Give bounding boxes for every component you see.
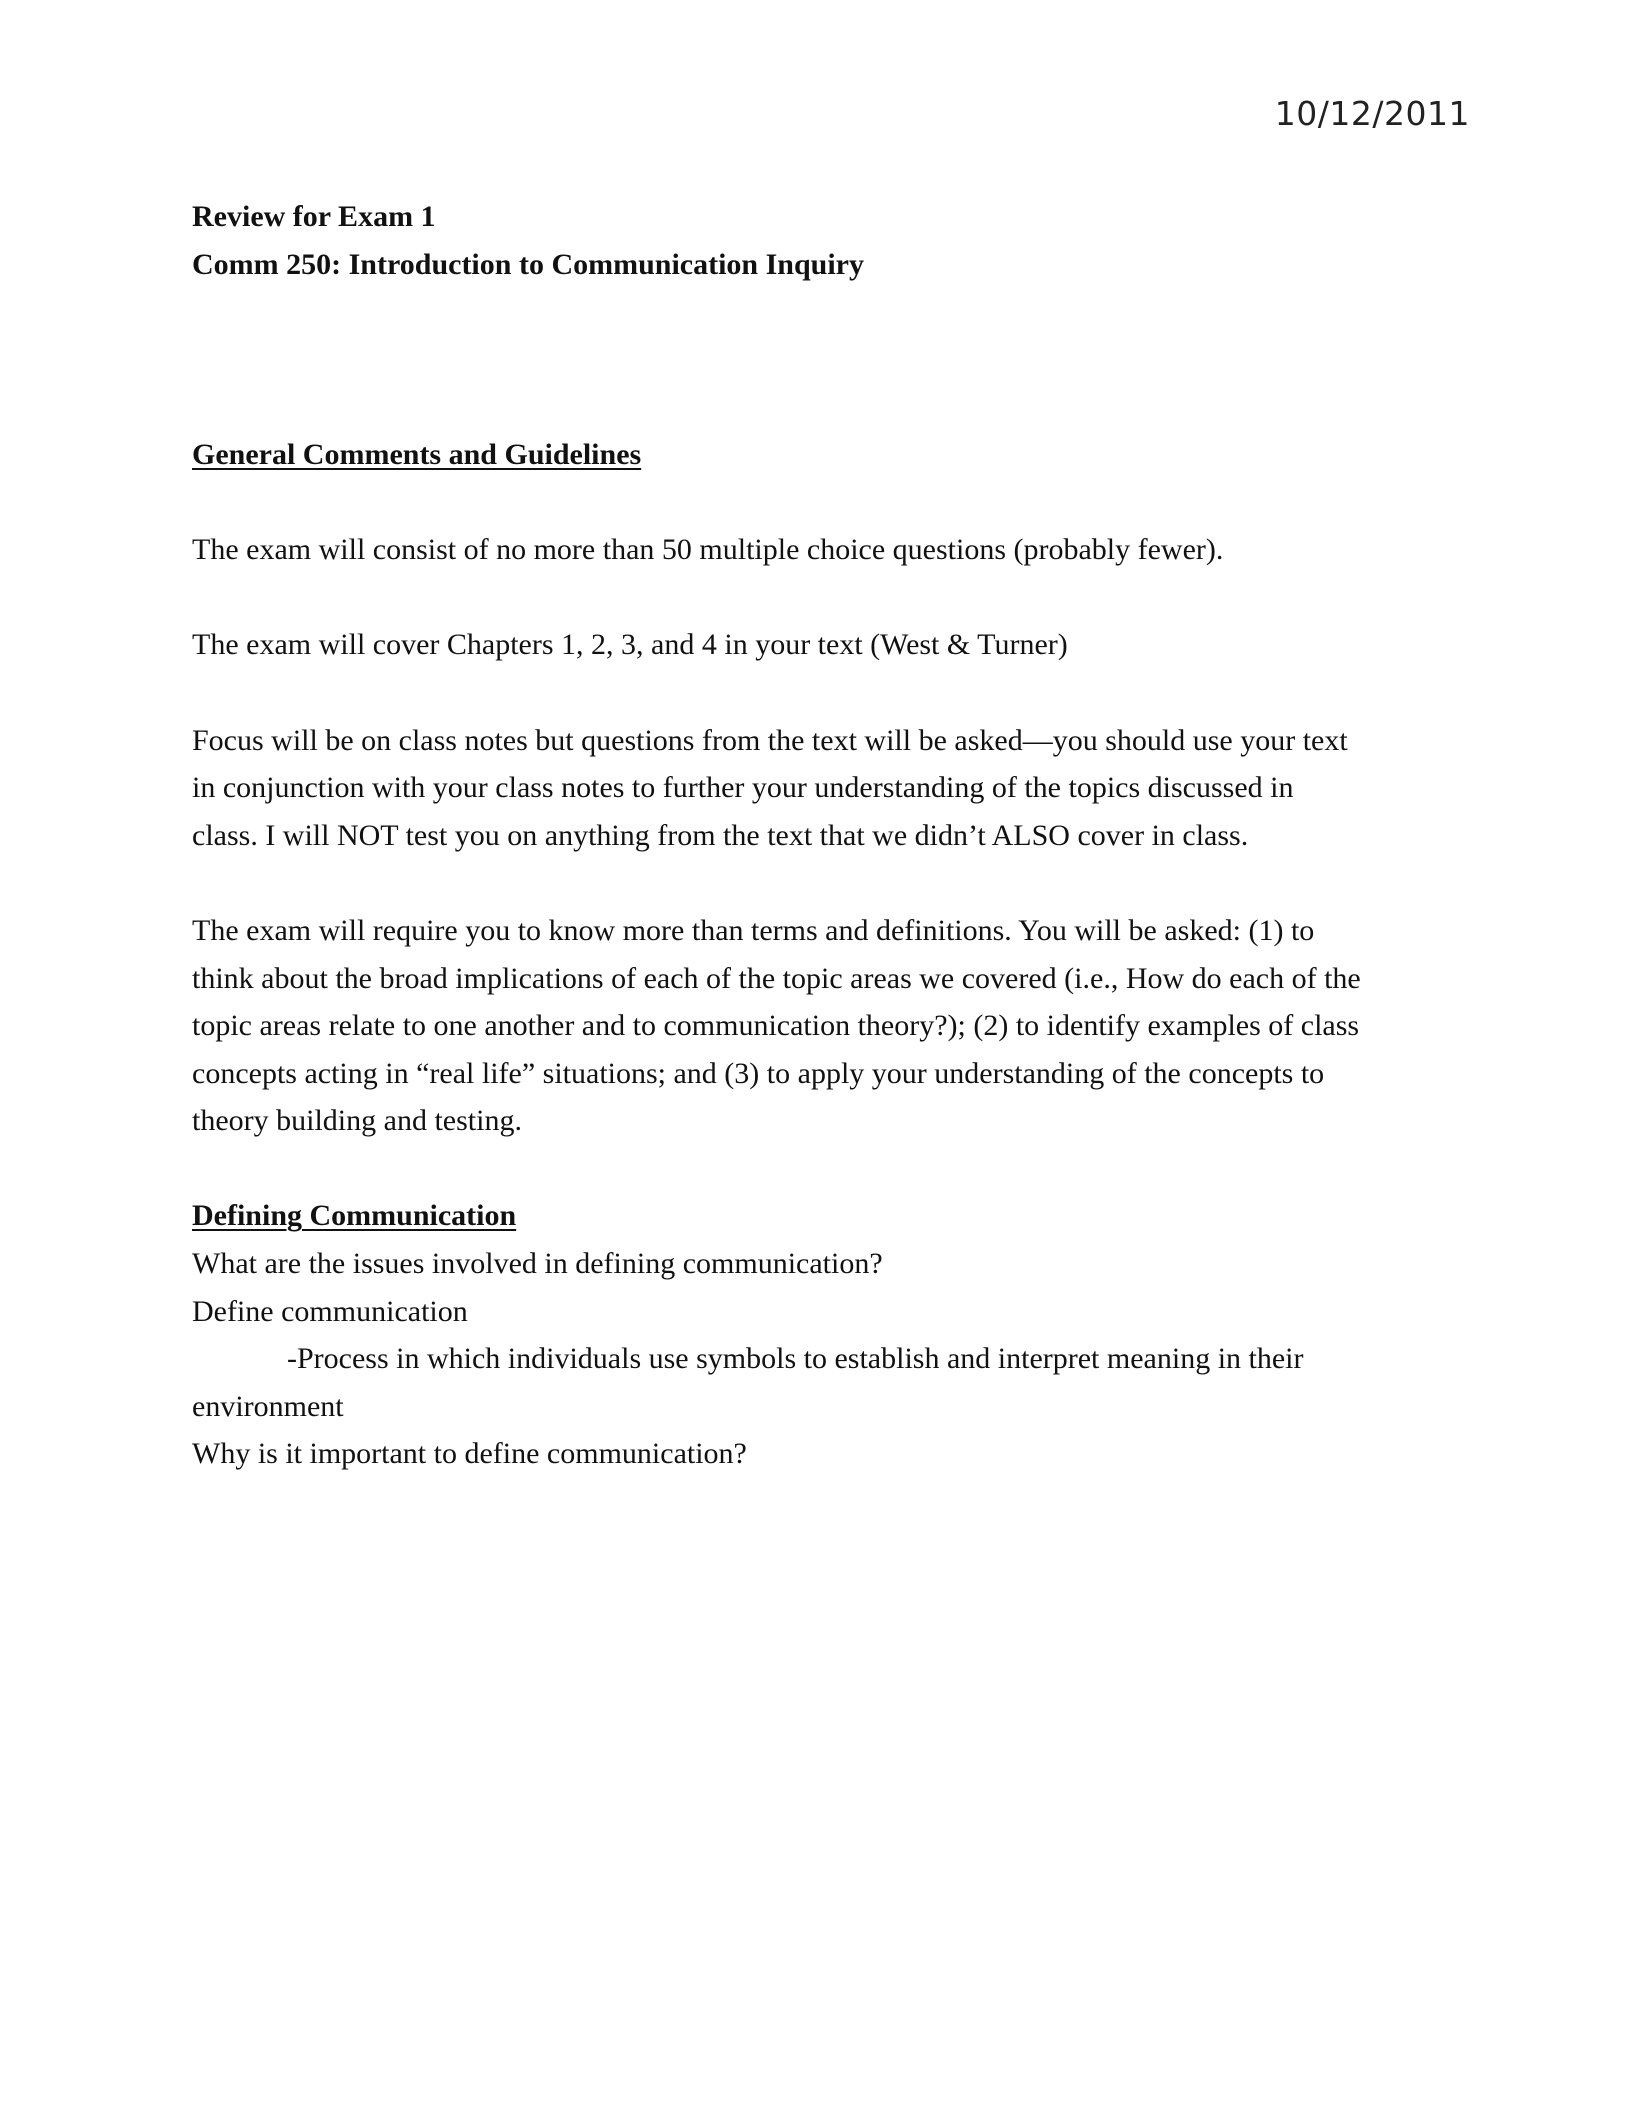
list-item: Define communication [192,1294,468,1328]
paragraph-line: concepts acting in “real life” situations; and (3) to apply your understanding of the concepts to [192,1056,1325,1090]
paragraph-line: topic areas relate to one another and to communication theory?); (2) to identify examples of class [192,1009,1360,1043]
list-item: Why is it important to define communication? [192,1437,747,1471]
section-heading-general: General Comments and Guidelines [192,437,642,471]
paragraph-exam-chapters: The exam will cover Chapters 1, 2, 3, and 4 in your text (West & Turner) [192,628,1068,662]
paragraph-focus [192,717,1452,860]
paragraph-line: theory building and testing. [192,1104,522,1138]
spacer [192,1145,1452,1193]
document-title: Review for Exam 1 [192,200,436,233]
spacer [192,479,1452,527]
spacer [192,574,1452,622]
course-title: Comm 250: Introduction to Communication Inquiry [192,247,864,281]
paragraph-requirements [192,907,1452,1145]
defining-list [192,1240,1452,1478]
paragraph-line: think about the broad implications of each of the topic areas we covered (i.e., How do each of the [192,961,1361,995]
list-item-indented: -Process in which individuals use symbols to establish and interpret meaning in their [287,1342,1304,1376]
list-item: environment [192,1389,344,1423]
section-heading-defining: Defining Communication [192,1199,517,1233]
paragraph-line: The exam will require you to know more than terms and definitions. You will be asked: (1) to [192,913,1315,947]
spacer [192,859,1452,907]
paragraph-exam-format: The exam will consist of no more than 50 multiple choice questions (probably fewer). [192,533,1224,567]
document-date: 10/12/2011 [1274,94,1470,133]
paragraph-line: Focus will be on class notes but questions from the text will be asked—you should use your text [192,723,1348,757]
spacer [192,669,1452,717]
list-item: What are the issues involved in defining communication? [192,1247,883,1281]
paragraph-line: class. I will NOT test you on anything from the text that we didn’t ALSO cover in class. [192,818,1249,852]
paragraph-line: in conjunction with your class notes to further your understanding of the topics discussed in [192,771,1294,805]
spacer [192,288,1452,431]
document-body [192,193,1452,1478]
